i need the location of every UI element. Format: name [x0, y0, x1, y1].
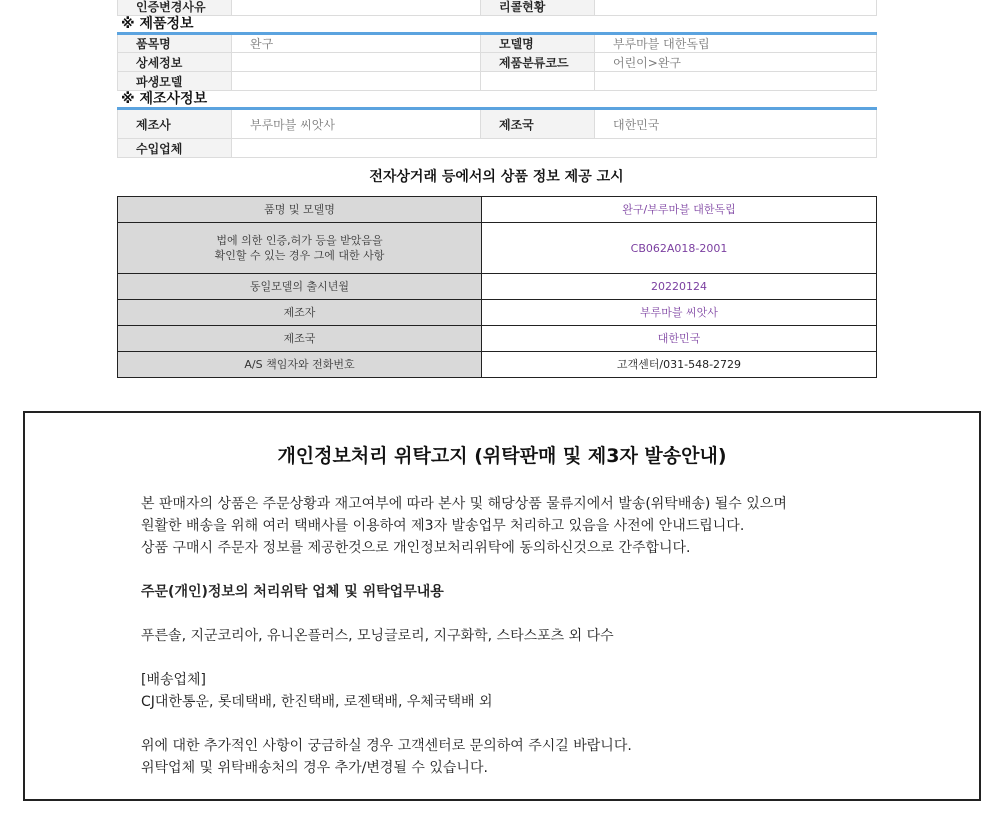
notice-value: 대한민국 [482, 326, 877, 352]
privacy-text-line: 상품 구매시 주문자 정보를 제공한것으로 개인정보처리위탁에 동의하신것으로 간주합니다. [141, 540, 691, 556]
privacy-text-line: 본 판매자의 상품은 주문상황과 재고여부에 따라 본사 및 해당상품 물류지에서 발송(위탁배송) 될수 있으며 [141, 496, 787, 512]
privacy-notice-title: 개인정보처리 위탁고지 (위탁판매 및 제3자 발송안내) [277, 445, 727, 467]
manufacturer-label: 제조사 [118, 109, 232, 139]
manufacturer-info-title: ※ 제조사정보 [121, 91, 208, 107]
cert-change-reason-label: 인증변경사유 [118, 0, 232, 16]
product-info-title: ※ 제품정보 [121, 16, 194, 32]
table-row [118, 139, 877, 158]
product-info-section [117, 16, 876, 91]
consignee-companies: 푸른솔, 지군코리아, 유니온플러스, 모닝글로리, 지구화학, 스타스포츠 외 다수 [141, 628, 614, 644]
notice-label [118, 223, 482, 274]
table-row [118, 0, 877, 16]
detail-info-value [232, 53, 481, 72]
notice-label: A/S 책임자와 전화번호 [118, 352, 482, 378]
privacy-text-line: 위에 대한 추가적인 사항이 궁금하실 경우 고객센터로 문의하여 주시길 바랍니다. [141, 738, 632, 754]
manufacturer-info-section [117, 91, 876, 158]
manufacturer-value: 부루마블 씨앗사 [232, 109, 481, 139]
recall-status-value [595, 0, 877, 16]
derived-model-label: 파생모델 [118, 72, 232, 91]
notice-label: 제조국 [118, 326, 482, 352]
cert-change-reason-value [232, 0, 481, 16]
model-name-value: 부루마블 대한독립 [595, 34, 877, 53]
table-row [118, 352, 877, 378]
notice-value: 부루마블 씨앗사 [482, 300, 877, 326]
cert-change-table [117, 0, 876, 16]
delivery-label: [배송업체] [141, 672, 207, 688]
table-row [118, 34, 877, 53]
privacy-text-line: 원활한 배송을 위해 여러 택배사를 이용하여 제3자 발송업무 처리하고 있음을 사전에 안내드립니다. [141, 518, 745, 534]
notice-table [117, 196, 877, 378]
privacy-subtitle: 주문(개인)정보의 처리위탁 업체 및 위탁업무내용 [141, 584, 444, 600]
notice-label: 제조자 [118, 300, 482, 326]
category-code-value: 어린이>완구 [595, 53, 877, 72]
privacy-text-line: 위탁업체 및 위탁배송처의 경우 추가/변경될 수 있습니다. [141, 760, 488, 776]
recall-status-label: 리콜현황 [481, 0, 595, 16]
importer-label: 수입업체 [118, 139, 232, 158]
notice-value: 완구/부루마블 대한독립 [482, 197, 877, 223]
item-name-value: 완구 [232, 34, 481, 53]
delivery-companies: CJ대한통운, 롯데택배, 한진택배, 로젠택배, 우체국택배 외 [141, 694, 493, 710]
notice-value: 20220124 [482, 274, 877, 300]
notice-label-line: 확인할 수 있는 경우 그에 대한 사항 [214, 249, 385, 262]
country-value: 대한민국 [595, 109, 877, 139]
table-row [118, 72, 877, 91]
empty-cell [595, 72, 877, 91]
table-row [118, 274, 877, 300]
table-row [118, 326, 877, 352]
notice-label: 동일모델의 출시년월 [118, 274, 482, 300]
notice-value: 고객센터/031-548-2729 [482, 352, 877, 378]
table-row [118, 197, 877, 223]
model-name-label: 모델명 [481, 34, 595, 53]
table-row [118, 223, 877, 274]
privacy-notice-body [141, 493, 941, 779]
derived-model-value [232, 72, 481, 91]
notice-label-line: 법에 의한 인증,허가 등을 받았음을 [216, 234, 383, 247]
notice-label: 품명 및 모델명 [118, 197, 482, 223]
category-code-label: 제품분류코드 [481, 53, 595, 72]
table-row [118, 109, 877, 139]
country-label: 제조국 [481, 109, 595, 139]
table-row [118, 53, 877, 72]
item-name-label: 품목명 [118, 34, 232, 53]
empty-cell [481, 72, 595, 91]
notice-value: CB062A018-2001 [482, 223, 877, 274]
table-row [118, 300, 877, 326]
privacy-notice-box [23, 411, 981, 801]
detail-info-label: 상세정보 [118, 53, 232, 72]
importer-value [232, 139, 877, 158]
notice-title: 전자상거래 등에서의 상품 정보 제공 고시 [369, 169, 624, 185]
